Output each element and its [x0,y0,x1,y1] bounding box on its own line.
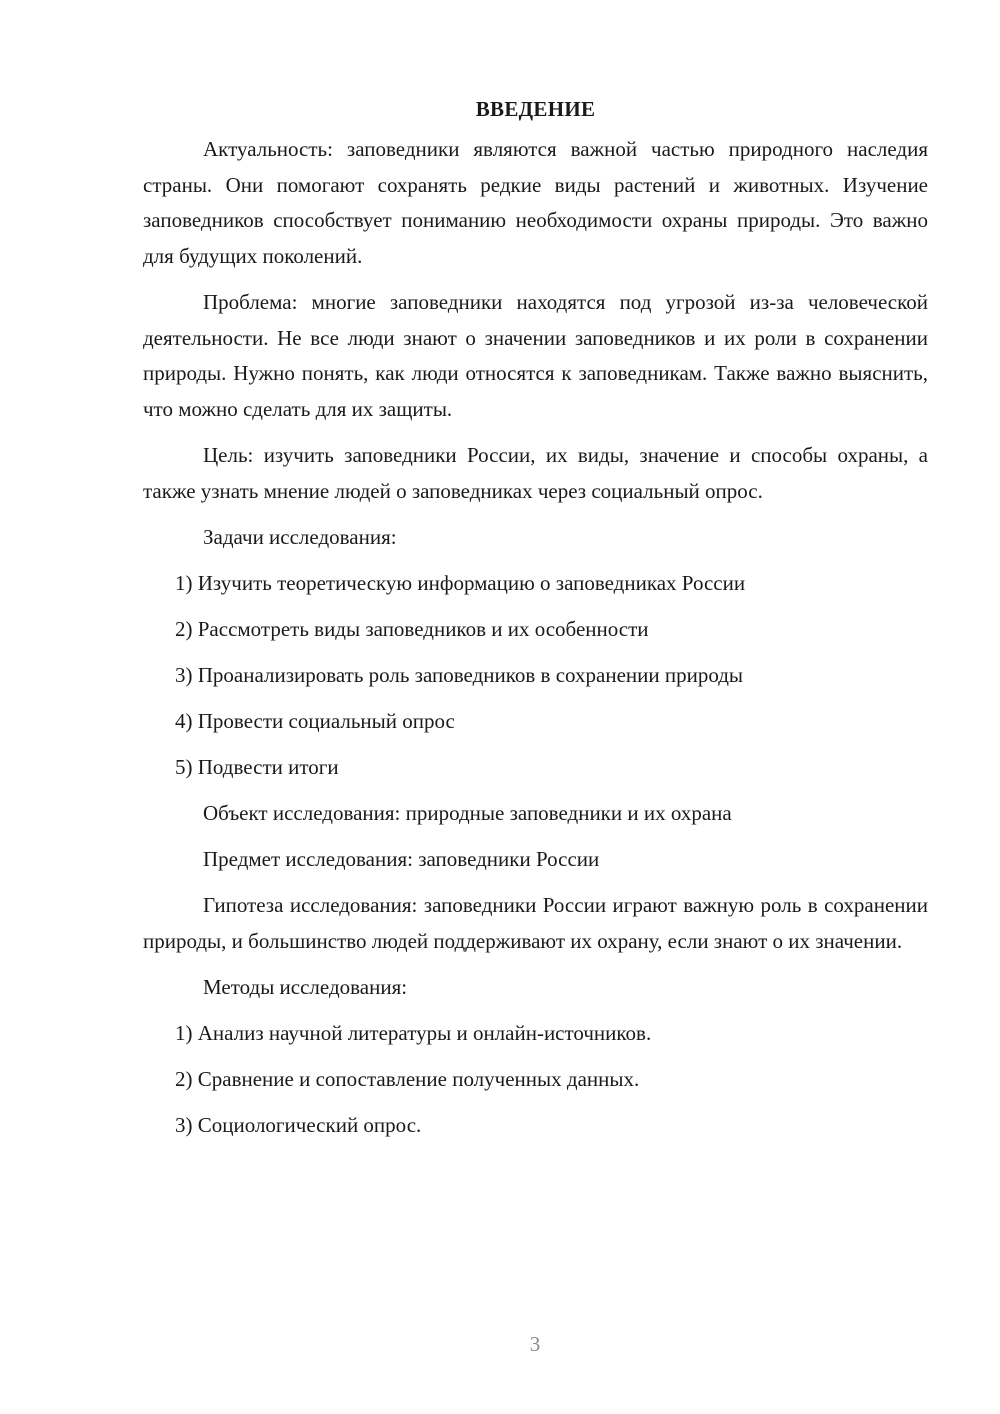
subject-line: Предмет исследования: заповедники России [203,847,600,871]
tasks-heading: Задачи исследования: [203,525,397,549]
problem-paragraph: Проблема: многие заповедники находятся под угрозой из-за человеческой деятельности. Не все люди знают о значении заповедников и их роли в сохранении природы. Нужно понять, как люди относятся к заповедникам. Также важно выяснить, что можно сделать для их защиты. [143,290,928,421]
list-item: 1) Анализ научной литературы и онлайн-источников. [175,1021,652,1045]
document-page [143,92,928,1154]
list-item: 2) Рассмотреть виды заповедников и их особенности [175,617,649,641]
list-item: 2) Сравнение и сопоставление полученных данных. [175,1067,640,1091]
list-item: 5) Подвести итоги [175,755,339,779]
list-item: 3) Проанализировать роль заповедников в сохранении природы [175,663,744,687]
tasks-list [143,566,928,786]
object-line: Объект исследования: природные заповедники и их охрана [203,801,732,825]
methods-list [143,1016,928,1144]
hypothesis-paragraph: Гипотеза исследования: заповедники России играют важную роль в сохранении природы, и большинство людей поддерживают их охрану, если знают о их значении. [143,893,928,953]
list-item: 1) Изучить теоретическую информацию о заповедниках России [175,571,746,595]
list-item: 4) Провести социальный опрос [175,709,455,733]
methods-heading: Методы исследования: [203,975,408,999]
list-item: 3) Социологический опрос. [175,1113,422,1137]
relevance-paragraph: Актуальность: заповедники являются важной частью природного наследия страны. Они помогают сохранять редкие виды растений и животных. Изучение заповедников способствует пониманию необходимости охраны природы. Это важно для будущих поколений. [143,137,928,268]
goal-paragraph: Цель: изучить заповедники России, их виды, значение и способы охраны, а также узнать мнение людей о заповедниках через социальный опрос. [143,443,928,503]
page-title: ВВЕДЕНИЕ [475,97,596,121]
page-number: 3 [529,1332,541,1356]
